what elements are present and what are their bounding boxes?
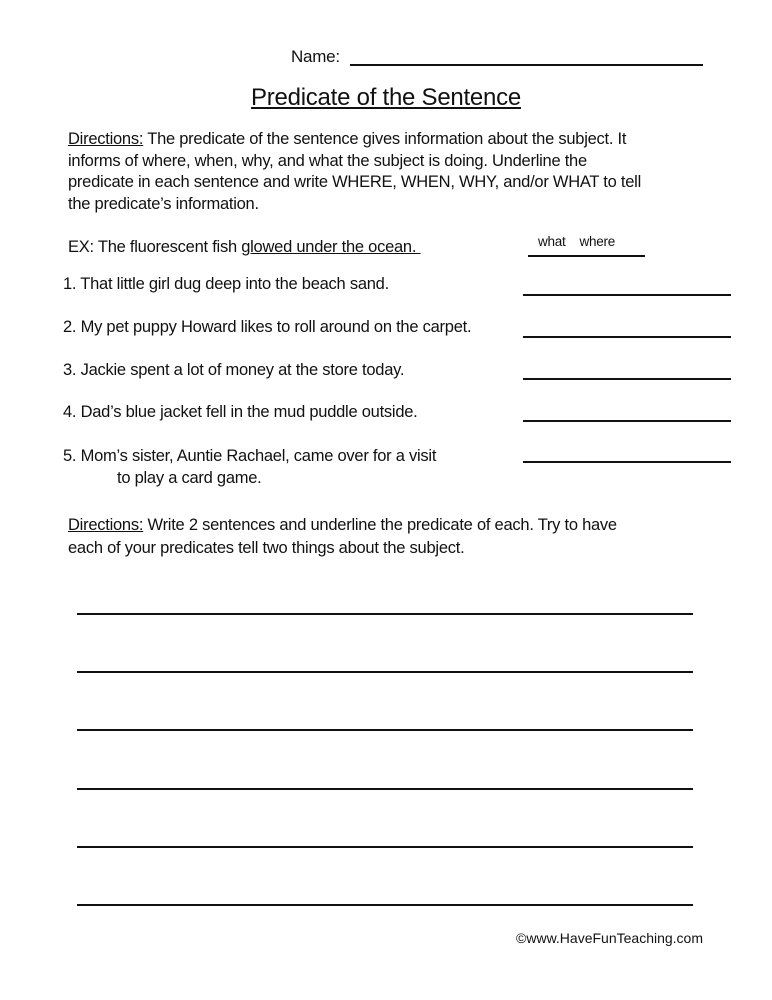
name-field-line[interactable]: [350, 64, 703, 66]
writing-line-3[interactable]: [77, 729, 693, 731]
page-title: Predicate of the Sentence: [251, 84, 521, 111]
answer-line-1[interactable]: [523, 294, 731, 296]
answer-line-4[interactable]: [523, 420, 731, 422]
writing-line-1[interactable]: [77, 613, 693, 615]
answer-line-2[interactable]: [523, 336, 731, 338]
directions-text: The predicate of the sentence gives information about the subject. It: [143, 130, 627, 148]
writing-line-5[interactable]: [77, 846, 693, 848]
writing-line-6[interactable]: [77, 904, 693, 906]
directions-label: Directions:: [68, 516, 144, 534]
example-answer: what where: [538, 234, 616, 249]
example-sentence: [68, 237, 421, 257]
directions-text: the predicate’s information.: [68, 195, 259, 213]
writing-line-2[interactable]: [77, 671, 693, 673]
question-2: 2. My pet puppy Howard likes to roll around on the carpet.: [63, 318, 472, 336]
directions-label: Directions:: [68, 130, 144, 148]
question-3: 3. Jackie spent a lot of money at the store today.: [63, 361, 405, 379]
directions-text: predicate in each sentence and write WHERE, WHEN, WHY, and/or WHAT to tell: [68, 173, 641, 191]
question-5: 5. Mom’s sister, Auntie Rachael, came over for a visit: [63, 447, 437, 465]
answer-line-3[interactable]: [523, 378, 731, 380]
example-predicate: glowed under the ocean.: [241, 238, 421, 256]
copyright-footer: ©www.HaveFunTeaching.com: [516, 930, 703, 946]
name-label: Name:: [291, 47, 340, 66]
question-1: 1. That little girl dug deep into the beach sand.: [63, 275, 389, 293]
directions-text: informs of where, when, why, and what the subject is doing. Underline the: [68, 152, 587, 170]
writing-line-4[interactable]: [77, 788, 693, 790]
question-4: 4. Dad’s blue jacket fell in the mud puddle outside.: [63, 403, 418, 421]
question-5-continuation: to play a card game.: [117, 469, 262, 487]
example-answer-line: [528, 255, 645, 257]
example-subject: EX: The fluorescent fish: [68, 238, 242, 256]
directions-text: Write 2 sentences and underline the predicate of each. Try to have: [143, 516, 617, 534]
answer-line-5[interactable]: [523, 461, 731, 463]
directions-text: each of your predicates tell two things about the subject.: [68, 539, 465, 557]
